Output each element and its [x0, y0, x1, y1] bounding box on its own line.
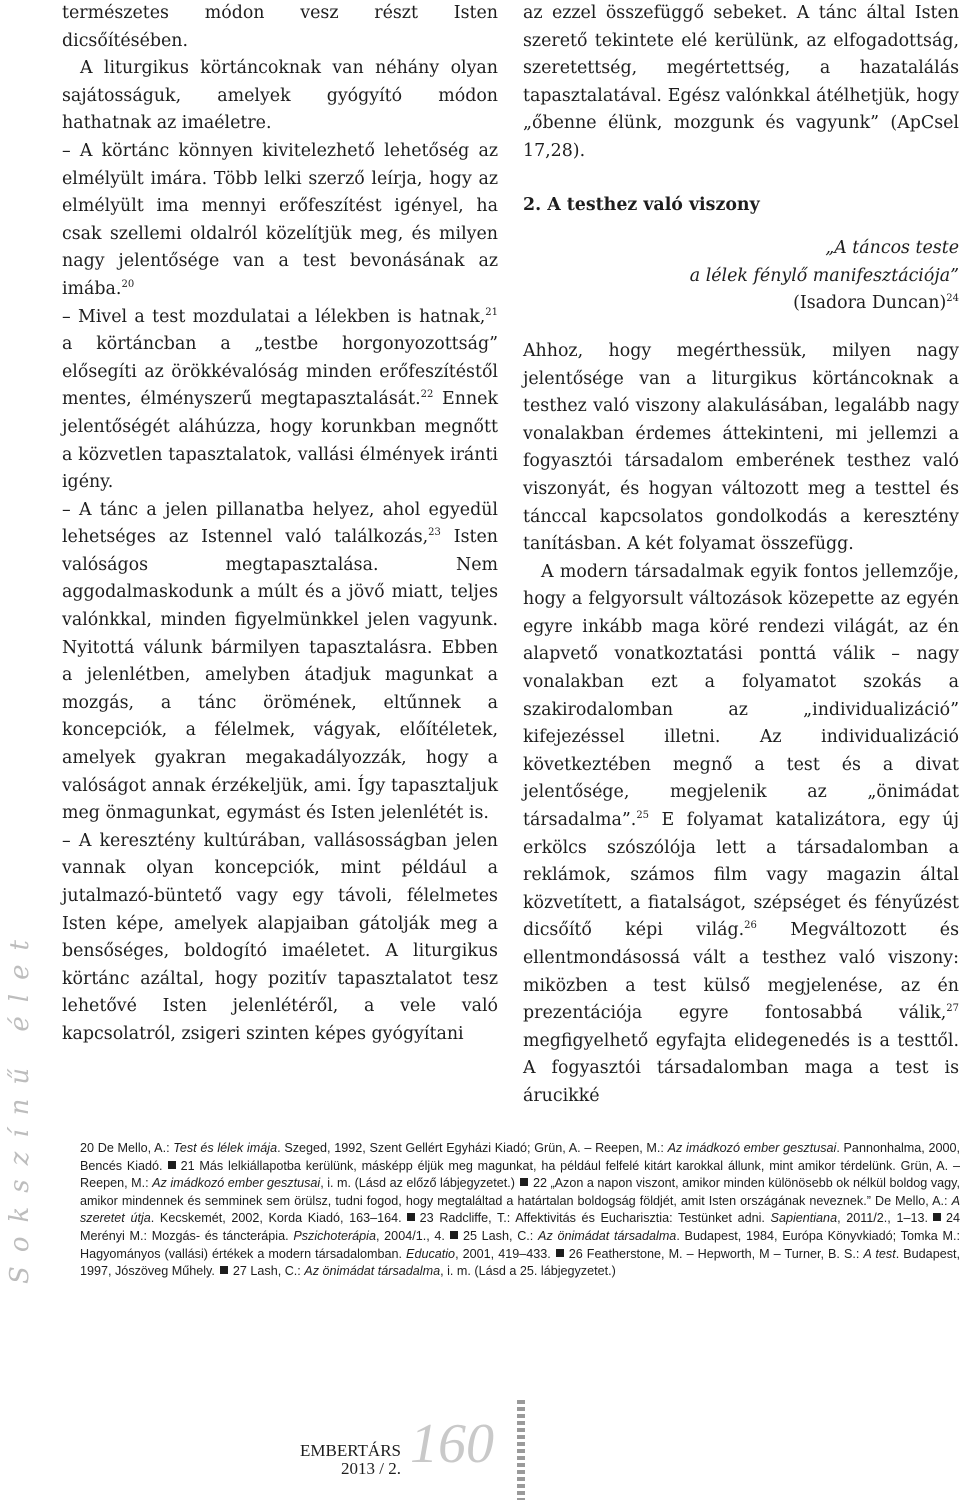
- bullet-separator: [520, 1178, 528, 1186]
- footnote-ref: 26: [744, 920, 757, 932]
- section-heading: 2. A testhez való viszony: [523, 194, 760, 215]
- footnote-ref: 25: [636, 810, 650, 822]
- left-text-column: [62, 0, 498, 1049]
- dotted-bar-decoration: [517, 1400, 525, 1500]
- list-item: [62, 304, 498, 497]
- footnote: 20 De Mello, A.: Test és lélek imája. Szeged, 1992, Szent Gellért Egyházi Kiadó; Grün, A. – Reepen, M.: Az imádkozó ember gesztusai. Pannonhalma, 2000, Bencés Kiadó.: [80, 1141, 960, 1173]
- list-item: [62, 497, 498, 828]
- issue-number: 2013 / 2.: [341, 1459, 401, 1478]
- footnote-ref: 24: [946, 293, 959, 305]
- paragraph: [523, 559, 959, 1111]
- list-item: – A keresztény kultúrában, vallásosságban jelen vannak olyan koncepciók, mint például a jutalmazó-büntető vagy egy távoli, félelmetes Isten képe, amelyek alapjaiban gátolják meg a bensőséges, boldogító imaéletet. A liturgikus körtánc azáltal, hogy pozitív tapasztalatot tesz lehetővé Isten jelenlétéről, a vele való kapcsolatról, zsigeri szinten képes gyógyítani: [62, 830, 498, 1044]
- side-title-text: Sokszínű élet: [5, 926, 35, 1284]
- list-item-text: – Mivel a test mozdulatai a lélekben is hatnak,: [62, 306, 486, 327]
- footnote-ref: 22: [420, 389, 434, 401]
- paragraph: A liturgikus körtáncoknak van néhány olyan sajátosságuk, amelyek gyógyító módon hathatnak az imaéletre.: [62, 58, 498, 134]
- bullet-separator: [556, 1249, 564, 1257]
- footnote: 22 „Azon a napon viszont, amikor minden különösebb ok nélkül boldog vagy, amikor mindennek és semminek sem örülsz, tudni fogod, hogy megtaláltad a határtalan boldogság földjét, amit Isten országának neveznek.” De Mello, A.: A szeretet útja. Kecskemét, 2002, Korda Kiadó, 163–164.: [80, 1176, 960, 1226]
- footnote: 21 Más lelkiállapotba kerülünk, másképp éljük meg magunkat, ha például felfelé kitárt karokkal állunk, mint amikor térdelünk. Grün, A. – Reepen, M.: Az imádkozó ember gesztusai, i. m. (Lásd az előző lábjegyzetet.): [80, 1158, 960, 1191]
- paragraph-text: Megváltozott és ellentmondásossá vált a testhez való viszony: miközben a test külső megjelenése, az én prezentációja egyre fontosabbá válik,: [523, 920, 959, 1024]
- motto-source: [523, 290, 959, 318]
- motto-line: „A táncos teste: [825, 238, 959, 259]
- list-item-text: a körtáncban a „testbe horgonyozottság” elősegíti az örökkévalóság minden erőfeszítéstől mentes, élményszerű megtapasztalását.: [62, 334, 498, 410]
- section-side-title: [0, 870, 40, 1340]
- page-number: 160: [410, 1413, 494, 1475]
- footnote-ref: 23: [428, 527, 441, 539]
- list-item-text: Isten valóságos megtapasztalása. Nem aggodalmaskodunk a múlt és a jövő miatt, teljes valónkkal, minden figyelmünkkel jelen vagyunk. Nyitottá válunk bármilyen tapasztalásra. Ebben a jelenlétben, amelyben átadjuk magunkat a mozgás, a tánc örömének, eltűnnek a koncepciók, a félelmek, vágyak, előítéletek, amelyek gyakran megakadályozzák, hogy a valóságot annak érzékeljük, ami. Így tapasztaljuk meg önmagunkat, egymást és Isten jelenlétét is.: [62, 527, 498, 824]
- paragraph-text: megfigyelhető egyfajta elidegenedés is a testtől. A fogyasztói társadalomban maga a test is árucikké: [523, 1030, 959, 1106]
- bullet-separator: [407, 1213, 415, 1221]
- footnote-ref: 20: [121, 279, 135, 291]
- magazine-footer: [300, 1442, 401, 1478]
- footnote: 25 Lash, C.: Az önimádat társadalma. Budapest, 1984, Európa Könyvkiadó; Tomka M.: Hagyományos (vallási) értékek a modern társadalomban. Educatio, 2001, 419–433.: [80, 1228, 960, 1261]
- bullet-separator: [168, 1161, 176, 1169]
- paragraph-text: A modern társadalmak egyik fontos jellemzője, hogy a felgyorsult változások közepette az egyén egyre inkább maga köré rendezi világát, az én alapvető vonatkoztatási ponttá válik – nagy vonalakban ezt a folyamatot szokás a szakirodalomban az „individualizáció” kifejezéssel illetni. Az individualizáció következtében megnő a test és a divat jelentősége, megjelenik az „önimádat társadalma”.: [523, 561, 959, 831]
- list-item-text: Ennek jelentőségét aláhúzza, hogy korunkban megnőtt a közvetlen tapasztalatok, vallási élmények iránti igény.: [62, 389, 498, 493]
- paragraph-text: E folyamat katalizátora, egy új erkölcs szószólója lett a társadalomban a reklámok, számos film vagy magazin által közvetített, a fiatalságot, szépséget és fényűzést dicsőítő képi világ.: [523, 810, 959, 941]
- bullet-separator: [450, 1231, 458, 1239]
- footnotes: [80, 1140, 960, 1281]
- motto-author: (Isadora Duncan): [793, 293, 947, 314]
- list-item-text: – A tánc a jelen pillanatba helyez, ahol egyedül lehetséges az Istennel való találkozás,: [62, 499, 498, 548]
- motto-line: a lélek fénylő manifesztációja”: [689, 265, 959, 286]
- paragraph: Ahhoz, hogy megérthessük, milyen nagy jelentősége van a liturgikus körtáncoknak a testhez való viszony alakulásában, legalább nagy vonalakban érdemes áttekinteni, mi jellemzi a fogyasztói társadalom emberének testhez való viszonyát, és hogyan változott meg a testtel és tánccal kapcsolatos gondolkodás a keresztény tanításban. A két folyamat összefügg.: [523, 340, 959, 555]
- magazine-name: EMBERTÁRS: [300, 1441, 401, 1460]
- list-item: [62, 138, 498, 304]
- bullet-separator: [933, 1213, 941, 1221]
- footnote: 26 Featherstone, M. – Hepworth, M – Turner, B. S.: A test. Budapest, 1997, Jószöveg Műhely.: [80, 1246, 960, 1279]
- footnote: 27 Lash, C.: Az önimádat társadalma, i. m. (Lásd a 25. lábjegyzetet.): [232, 1264, 616, 1279]
- paragraph: az ezzel összefüggő sebeket. A tánc által Isten szerető tekintete elé kerülünk, az elfogadottság, szeretettség, megértettség, a hazatalálás tapasztalatával. Egész valónkkal átélhetjük, hogy „őbenne élünk, mozgunk és vagyunk” (ApCsel 17,28).: [523, 3, 959, 161]
- right-text-column: [523, 0, 959, 1111]
- footnote: 23 Radcliffe, T.: Affektivitás és Eucharisztia: Testünket adni. Sapientiana, 2011/2., 1–13.: [419, 1211, 928, 1226]
- bullet-separator: [220, 1266, 228, 1274]
- footnote-ref: 27: [946, 1003, 959, 1015]
- footnote-ref: 21: [485, 306, 498, 318]
- list-item-text: – A körtánc könnyen kivitelezhető lehetőség az elmélyült imára. Több lelki szerző leírja, hogy az elmélyült ima mennyi erőfeszítést igényel, ha csak szellemi oldalról közelítjük meg, és milyen nagy jelentősége van a test bevonásának az imába.: [62, 140, 498, 299]
- paragraph: természetes módon vesz részt Isten dicsőítésében.: [62, 3, 498, 51]
- footnote: 24 Merényi M.: Mozgás- és táncterápia. Pszichoterápia, 2004/1., 4.: [80, 1211, 960, 1243]
